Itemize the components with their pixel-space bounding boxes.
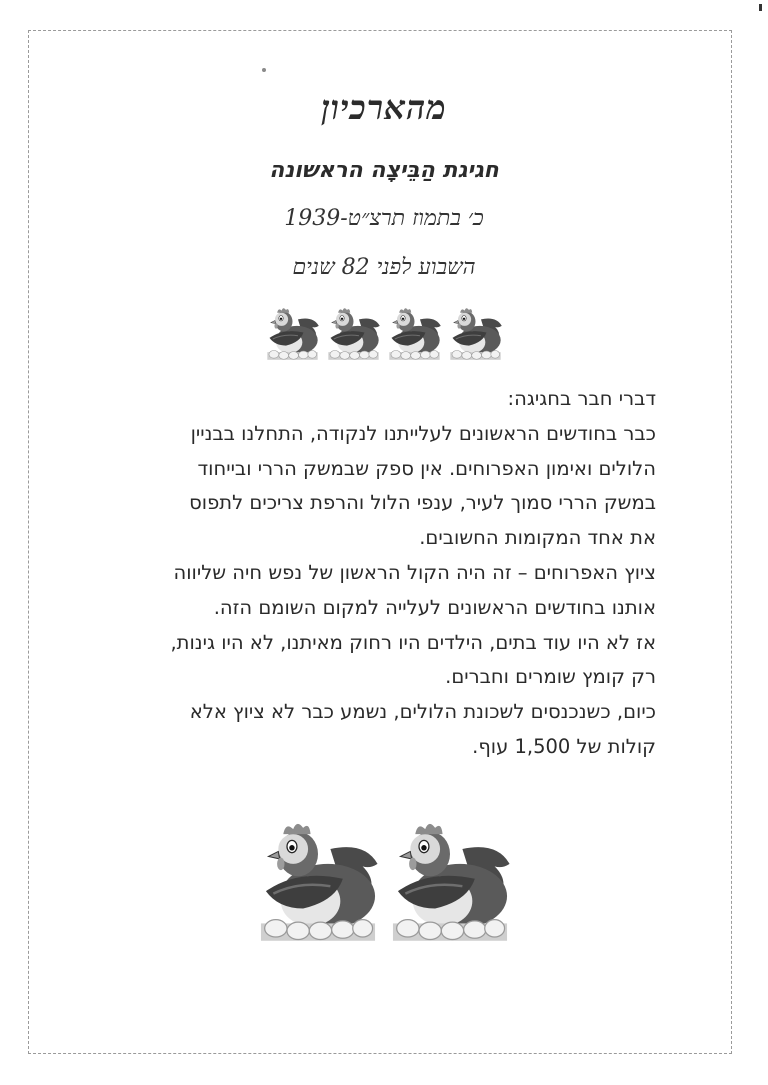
hen-on-eggs-icon	[264, 304, 321, 362]
body-line: דברי חבר בחגיגה:	[507, 387, 656, 410]
hen-illustration-row-large	[256, 814, 520, 946]
article-subtitle: חגיגת הַבֵּיצָה הראשונה	[269, 158, 499, 183]
hen-illustration-row-small	[264, 304, 504, 362]
hen-on-eggs-icon	[388, 814, 512, 946]
scan-speck	[262, 68, 266, 72]
body-line: אותנו בחודשים הראשונים לעלייה למקום השומם הזה.	[213, 595, 656, 619]
body-line: כבר בחודשים הראשונים לעלייתנו לנקודה, התחלנו בבניין	[190, 421, 656, 445]
body-line: כיום, כשנכנסים לשכונת הלולים, נשמע כבר לא ציוץ אלא	[189, 700, 656, 724]
body-line: במשק הררי סמוך לעיר, ענפי הלול והרפת צריכים לתפוס	[189, 491, 656, 515]
page-title: מהארכיון	[321, 88, 447, 127]
article-body	[96, 382, 656, 765]
hen-on-eggs-icon	[256, 814, 380, 946]
scan-mark	[759, 4, 762, 11]
hen-on-eggs-icon	[447, 304, 504, 362]
body-line: רק קומץ שומרים וחברים.	[445, 665, 656, 689]
body-line: הלולים ואימון האפרוחים. אין ספק שבמשק הררי ובייחוד	[197, 456, 656, 480]
body-line: אז לא היו עוד בתים, הילדים היו רחוק מאיתנו, לא היו גינות,	[170, 630, 656, 654]
body-line: קולות של 1,500 עוף.	[472, 734, 656, 758]
years-ago-line: השבוע לפני 82 שנים	[292, 255, 476, 280]
hen-on-eggs-icon	[386, 304, 443, 362]
date-line: כ׳ בתמוז תרצ״ט-1939	[284, 206, 484, 231]
body-line: ציוץ האפרוחים – זה היה הקול הראשון של נפש חיה שליווה	[173, 560, 656, 584]
hen-on-eggs-icon	[325, 304, 382, 362]
body-line: את אחד המקומות החשובים.	[419, 526, 656, 550]
